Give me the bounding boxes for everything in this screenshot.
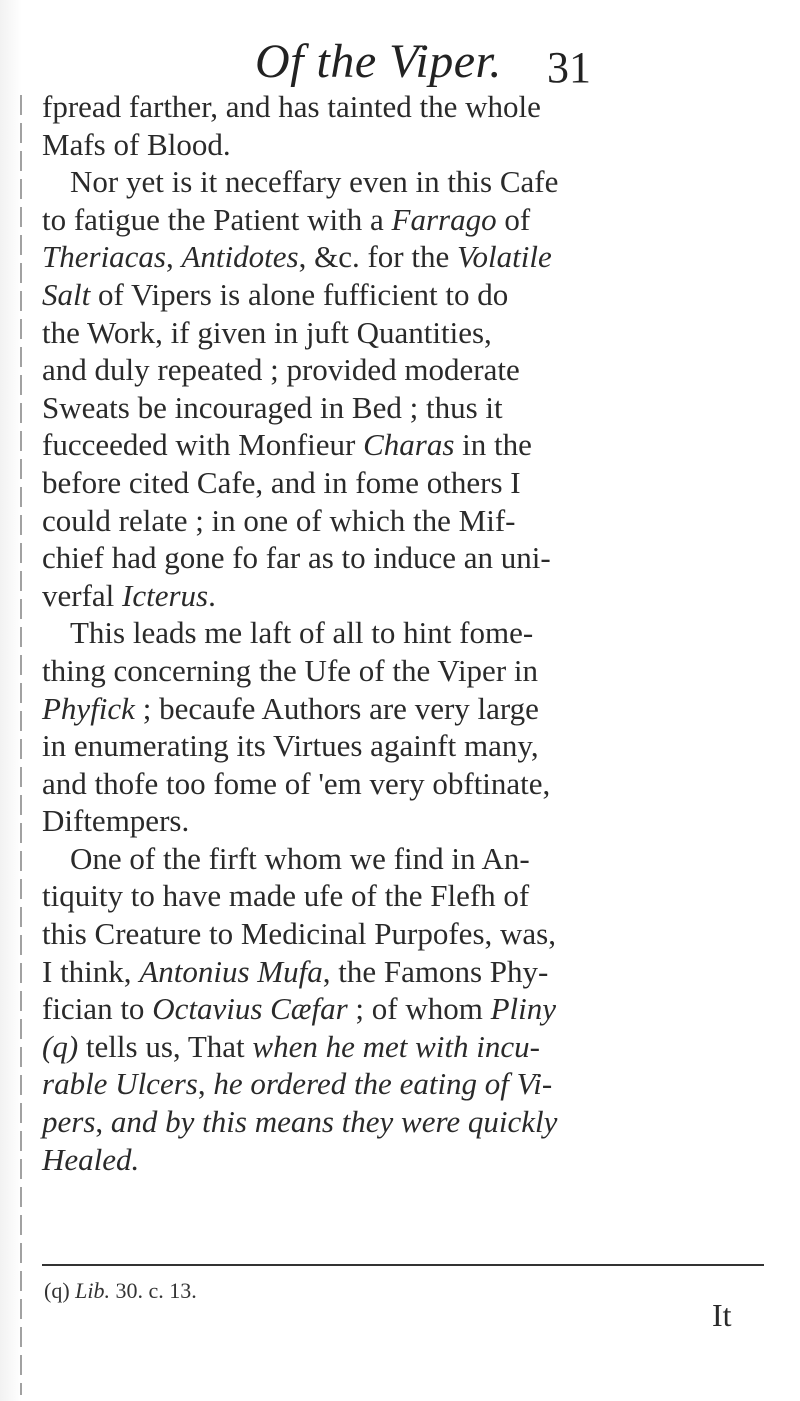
text-line <box>42 314 782 352</box>
catchword: It <box>712 1297 732 1333</box>
footnote-rule <box>42 1264 764 1266</box>
text-run: chief had gone fo far as to induce an uni- <box>42 540 551 576</box>
text-run: , &c. for the <box>298 239 457 275</box>
text-run: , the Famons Phy- <box>322 953 549 989</box>
text-line <box>42 652 782 690</box>
text-run: , <box>166 239 182 275</box>
italic-run: Healed. <box>42 1141 140 1177</box>
text-line <box>42 351 782 389</box>
binding-gutter <box>0 0 22 1401</box>
text-line <box>42 464 782 502</box>
footnote-rest: 30. c. 13. <box>110 1278 197 1303</box>
text-line <box>42 88 782 126</box>
italic-run: he ordered the eating of Vi- <box>213 1066 553 1102</box>
text-run: I think, <box>42 953 140 989</box>
text-run: tells us, That <box>78 1028 253 1064</box>
text-run: could relate ; in one of which the Mif- <box>42 502 516 538</box>
text-run: to fatigue the Patient with a <box>42 201 392 237</box>
italic-run: Phyfick <box>42 690 135 726</box>
text-line <box>42 577 782 615</box>
text-run: ; of whom <box>347 991 491 1027</box>
footnote-ref: Lib. <box>75 1278 111 1303</box>
text-line <box>42 389 782 427</box>
italic-run: pers <box>42 1104 96 1140</box>
text-run: of <box>496 201 531 237</box>
text-line <box>42 614 782 652</box>
gutter-shadow-line <box>20 95 22 1395</box>
text-run: the Work, if given in juft Quantities, <box>42 314 492 350</box>
text-line <box>42 915 782 953</box>
text-run: . <box>208 577 216 613</box>
italic-run: when he met with incu- <box>252 1028 540 1064</box>
text-line <box>42 539 782 577</box>
footnote-marker: (q) <box>44 1278 70 1303</box>
text-line <box>42 765 782 803</box>
italic-run: Theriacas <box>42 239 166 275</box>
text-line <box>42 502 782 540</box>
italic-run: rable Ulcers <box>42 1066 198 1102</box>
text-run: , <box>95 1104 111 1140</box>
paragraph <box>42 88 782 163</box>
text-run: and thofe too fome of 'em very obftinate, <box>42 765 551 801</box>
running-head: Of the Viper. <box>255 35 502 88</box>
footnote <box>44 1278 197 1304</box>
italic-run: Charas <box>363 427 455 463</box>
italic-run: Farrago <box>391 201 497 237</box>
text-line <box>42 840 782 878</box>
italic-run: and by this means they were quickly <box>110 1104 558 1140</box>
text-run: in enumerating its Virtues againft many, <box>42 728 539 764</box>
text-run: Sweats be incouraged in Bed ; thus it <box>42 389 503 425</box>
text-run: in the <box>454 427 532 463</box>
text-run: fician to <box>42 991 153 1027</box>
text-run: This leads me laft of all to hint fome- <box>70 615 534 651</box>
text-line <box>42 690 782 728</box>
text-line <box>42 163 782 201</box>
text-line <box>42 990 782 1028</box>
text-run: before cited Cafe, and in fome others I <box>42 464 521 500</box>
text-line <box>42 877 782 915</box>
italic-run: Pliny <box>490 991 557 1027</box>
text-run: One of the firft whom we find in An- <box>70 840 530 876</box>
text-line <box>42 126 782 164</box>
text-run: Diftempers. <box>42 803 190 839</box>
text-run: , <box>197 1066 214 1102</box>
paragraph <box>42 840 782 1178</box>
text-line <box>42 1141 782 1179</box>
text-line <box>42 1028 782 1066</box>
text-run: and duly repeated ; provided moderate <box>42 352 520 388</box>
text-run: ; becaufe Authors are very large <box>134 690 539 726</box>
text-line <box>42 426 782 464</box>
text-line <box>42 802 782 840</box>
page-number: 31 <box>547 43 591 92</box>
italic-run: Antidotes <box>181 239 299 275</box>
text-line <box>42 1065 782 1103</box>
italic-run: (q) <box>42 1028 79 1064</box>
text-line <box>42 953 782 991</box>
text-line <box>42 238 782 276</box>
text-line <box>42 1103 782 1141</box>
text-run: fpread farther, and has tainted the whole <box>42 89 541 124</box>
italic-run: Antonius Mufa <box>139 953 323 989</box>
text-run: thing concerning the Ufe of the Viper in <box>42 652 538 688</box>
text-line <box>42 727 782 765</box>
body-text <box>42 88 782 1178</box>
text-run: Mafs of Blood. <box>42 126 231 162</box>
text-run: this Creature to Medicinal Purpofes, was, <box>42 916 556 952</box>
italic-run: Octavius Cæfar <box>152 991 348 1027</box>
text-run: Nor yet is it neceffary even in this Cafe <box>70 164 559 200</box>
paragraph <box>42 614 782 840</box>
text-run: verfal <box>42 577 123 613</box>
text-run: of Vipers is alone fufficient to do <box>90 276 509 312</box>
text-line <box>42 201 782 239</box>
italic-run: Icterus <box>122 577 209 613</box>
italic-run: Volatile <box>457 239 552 275</box>
text-line <box>42 276 782 314</box>
italic-run: Salt <box>42 276 91 312</box>
paragraph <box>42 163 782 614</box>
text-run: fucceeded with Monfieur <box>42 427 364 463</box>
text-run: tiquity to have made ufe of the Flefh of <box>42 878 530 914</box>
